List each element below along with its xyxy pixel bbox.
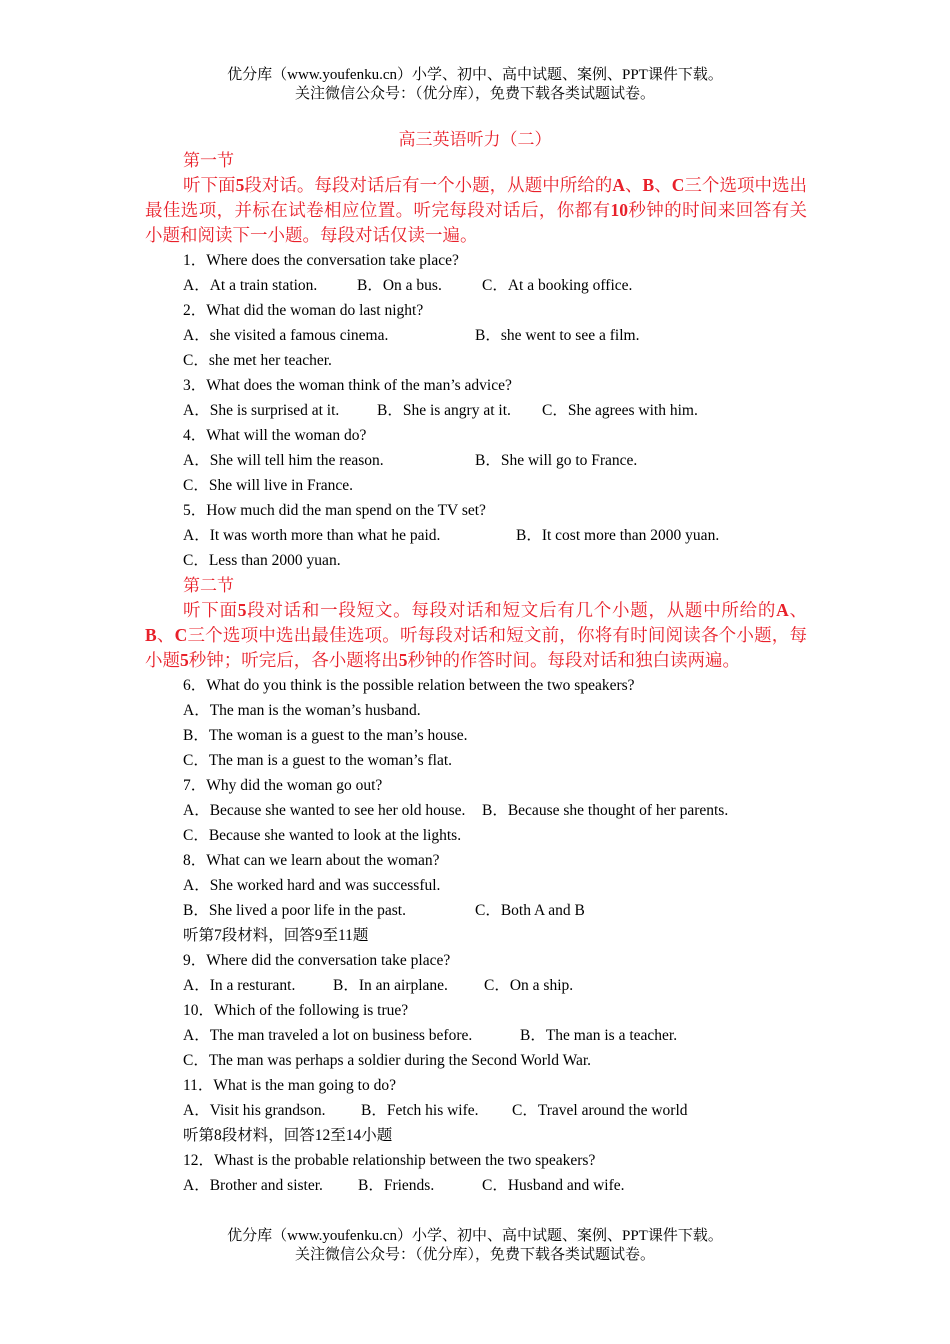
option-a: A．At a train station. [183, 277, 318, 294]
footer-line-2: 关注微信公众号：（优分库），免费下载各类试题试卷。 [294, 1247, 655, 1263]
option-a: A．In a resturant. [183, 977, 296, 994]
question-5-option-c: C．Less than 2000 yuan. [183, 552, 341, 569]
section-1-instructions: 听下面5段对话。每段对话后有一个小题，从题中所给的A、B、C三个选项中选出最佳选项，并标在试卷相应位置。听完每段对话后，你都有10秒钟的时间来回答有关小题和阅读下一小题。每段对话仅读一遍。 [145, 175, 808, 245]
option-a: A．She will tell him the reason. [183, 452, 384, 469]
option-b: B．It cost more than 2000 yuan. [516, 527, 720, 544]
question-4-option-c: C．She will live in France. [183, 477, 354, 494]
question-1-options [145, 273, 807, 298]
question-6-option-a: A．The man is the woman’s husband. [183, 702, 421, 719]
page-header [0, 66, 950, 104]
question-8: 8．What can we learn about the woman? [183, 852, 440, 869]
question-2-option-c: C．she met her teacher. [183, 352, 332, 369]
question-8-options [145, 898, 807, 923]
question-2: 2．What did the woman do last night? [183, 302, 424, 319]
option-b: B．She is angry at it. [377, 402, 511, 419]
exam-content [145, 148, 807, 1198]
page-footer [0, 1227, 950, 1265]
option-a: A．It was worth more than what he paid. [183, 527, 441, 544]
question-6: 6．What do you think is the possible relation between the two speakers? [183, 677, 635, 694]
question-12-options [145, 1173, 807, 1198]
question-4-options [145, 448, 807, 473]
option-b: B．She will go to France. [475, 452, 638, 469]
question-7-option-c: C．Because she wanted to look at the lights. [183, 827, 462, 844]
option-a: A．Because she wanted to see her old house. [183, 802, 466, 819]
question-9-options [145, 973, 807, 998]
option-c: C．Husband and wife. [482, 1177, 625, 1194]
section-2-instructions: 听下面5段对话和一段短文。每段对话和短文后有几个小题，从题中所给的A、B、C三个选项中选出最佳选项。听每段对话和短文前，你将有时间阅读各个小题，每小题5秒钟；听完后，各小题将出5秒钟的作答时间。每段对话和独白读两遍。 [145, 600, 808, 670]
passage-8-instruction: 听第8段材料，回答12至14小题 [183, 1127, 393, 1144]
option-c: C．Travel around the world [512, 1102, 688, 1119]
question-5: 5．How much did the man spend on the TV set? [183, 502, 486, 519]
option-c: C．On a ship. [484, 977, 574, 994]
passage-7-instruction: 听第7段材料，回答9至11题 [183, 927, 369, 944]
question-11-options [145, 1098, 807, 1123]
question-2-options [145, 323, 807, 348]
option-c: C．She agrees with him. [542, 402, 698, 419]
question-11: 11．What is the man going to do? [183, 1077, 396, 1094]
question-5-options [145, 523, 807, 548]
question-10: 10．Which of the following is true? [183, 1002, 409, 1019]
option-b: B．On a bus. [357, 277, 442, 294]
question-3: 3．What does the woman think of the man’s advice? [183, 377, 512, 394]
option-b: B．In an airplane. [333, 977, 448, 994]
footer-line-1: 优分库（www.youfenku.cn）小学、初中、高中试题、案例、PPT课件下载。 [227, 1228, 723, 1244]
option-c: C．Both A and B [475, 902, 585, 919]
question-7: 7．Why did the woman go out? [183, 777, 383, 794]
option-a: A．Visit his grandson. [183, 1102, 326, 1119]
question-10-option-c: C．The man was perhaps a soldier during the Second World War. [183, 1052, 592, 1069]
option-b: B．she went to see a film. [475, 327, 640, 344]
option-a: A．Brother and sister. [183, 1177, 323, 1194]
question-12: 12．Whast is the probable relationship between the two speakers? [183, 1152, 596, 1169]
question-6-option-b: B．The woman is a guest to the man’s house. [183, 727, 468, 744]
header-line-2: 关注微信公众号：（优分库），免费下载各类试题试卷。 [294, 86, 655, 102]
question-1: 1．Where does the conversation take place? [183, 252, 459, 269]
page-title: 高三英语听力（二） [398, 130, 552, 149]
question-8-option-a: A．She worked hard and was successful. [183, 877, 441, 894]
option-a: A．she visited a famous cinema. [183, 327, 389, 344]
option-b: B．She lived a poor life in the past. [183, 902, 406, 919]
option-b: B．The man is a teacher. [520, 1027, 678, 1044]
option-b: B．Because she thought of her parents. [482, 802, 729, 819]
header-line-1: 优分库（www.youfenku.cn）小学、初中、高中试题、案例、PPT课件下载。 [227, 67, 723, 83]
option-a: A．The man traveled a lot on business before. [183, 1027, 473, 1044]
option-a: A．She is surprised at it. [183, 402, 340, 419]
question-4: 4．What will the woman do? [183, 427, 367, 444]
question-6-option-c: C．The man is a guest to the woman’s flat. [183, 752, 453, 769]
section-2-heading: 第二节 [183, 576, 234, 595]
question-9: 9．Where did the conversation take place? [183, 952, 451, 969]
option-c: C．At a booking office. [482, 277, 633, 294]
question-7-options [145, 798, 807, 823]
question-10-options [145, 1023, 807, 1048]
option-b: B．Friends. [358, 1177, 435, 1194]
option-b: B．Fetch his wife. [361, 1102, 479, 1119]
question-3-options [145, 398, 807, 423]
section-1-heading: 第一节 [183, 151, 234, 170]
